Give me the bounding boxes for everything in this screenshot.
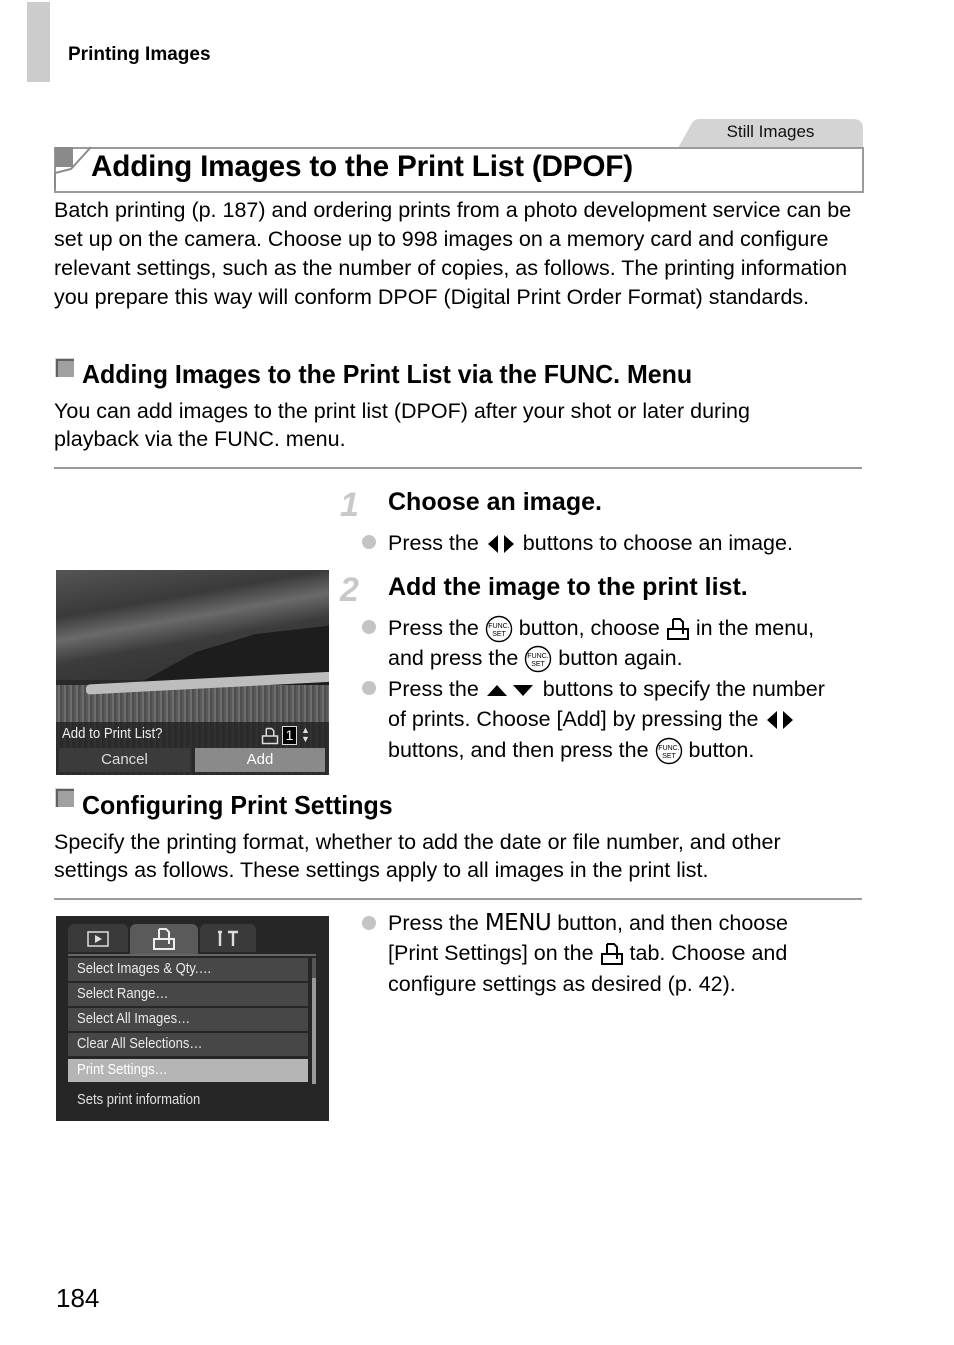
bullet-text: button, and then choose [557,911,788,935]
left-right-arrows-icon [485,534,517,554]
bullet-dot [362,916,376,930]
func-set-button-icon [485,615,513,643]
menu-item[interactable] [68,1008,308,1031]
section-marker-icon [55,788,74,807]
page-number: 184 [56,1283,100,1313]
print-icon [600,942,624,966]
func-section-heading: Adding Images to the Print List via the FUNC. Menu [82,359,693,389]
playback-icon [87,931,109,947]
bullet-text: buttons to specify the number [542,677,825,701]
menu-item[interactable] [68,958,308,981]
menu-item-label: Clear All Selections… [77,1036,203,1052]
intro-paragraph: Batch printing (p. 187) and ordering prints from a photo development service can be set up on the camera. Choose up to 998 images on a memory card and configure relevant settings, such as the number of copies, as follows. The printing information you prepare this way will conform DPOF (Digital Print Order Format) standards. [54,198,852,309]
bullet-text: button. [688,738,755,762]
print-icon [261,727,279,745]
bullet-text: buttons to choose an image. [522,531,793,555]
func-section-body-1: You can add images to the print list (DPOF) after your shot or later during [54,399,750,423]
bullet-text: button again. [558,646,683,670]
menu-hint: Sets print information [77,1092,201,1108]
settings-section-heading: Configuring Print Settings [82,790,393,820]
step-2-bullet-2-line-1 [388,674,825,704]
step-title: Choose an image. [388,488,602,516]
step-1-bullet [388,528,793,558]
bullet-text: [Print Settings] on the [388,941,594,965]
svg-text:SET: SET [531,661,546,669]
func-set-button-icon [655,737,683,765]
step-2-bullet-2-line-2 [388,704,796,734]
bullet-text: button, choose [518,616,660,640]
quantity-up-down-icon[interactable]: ▲ ▼ [301,725,310,744]
menu-item-label: Print Settings… [77,1062,168,1078]
menu-item-selected[interactable] [68,1059,308,1082]
step-title: Add the image to the print list. [388,573,748,601]
bullet-text: tab. Choose and [629,941,788,965]
divider [54,898,862,900]
menu-tabs [68,924,308,954]
settings-bullet-line-3: configure settings as desired (p. 42). [388,972,736,996]
add-button[interactable]: Add [195,748,325,772]
step-2-bullet-1-line-2 [388,643,683,673]
still-images-label: Still Images [726,122,815,141]
tab-playback[interactable] [68,924,128,952]
bullet-text: Press the [388,531,479,555]
tab-underline [68,954,316,956]
tab-print[interactable] [130,924,198,954]
step-2-bullet-1-line-1 [388,613,814,643]
menu-scrollbar[interactable] [312,958,316,1084]
func-section-body-2: playback via the FUNC. menu. [54,427,346,451]
divider [54,467,862,469]
camera-screen-print-menu [56,916,329,1121]
settings-bullet-line-1 [388,908,788,938]
bullet-text: Press the [388,911,479,935]
svg-text:FUNC.: FUNC. [527,653,549,661]
func-set-button-icon [524,645,552,673]
still-images-tag [678,119,863,147]
up-down-arrows-icon [485,681,537,699]
svg-text:FUNC.: FUNC. [488,623,510,631]
page-title: Adding Images to the Print List (DPOF) [91,150,633,183]
camera-screen-add-to-print-list [56,570,329,775]
print-icon [666,617,690,641]
bullet-text: of prints. Choose [Add] by pressing the [388,707,759,731]
add-to-print-list-prompt: Add to Print List? [62,725,163,742]
svg-text:FUNC.: FUNC. [657,745,680,753]
menu-button-icon: MENU [484,910,552,936]
svg-text:SET: SET [492,631,506,639]
bullet-dot [362,535,376,549]
settings-section-body-2: settings as follows. These settings apply to all images in the print list. [54,858,709,882]
bullet-text: Press the [388,677,479,701]
settings-bullet-line-2 [388,938,787,968]
menu-item-label: Select All Images… [77,1011,191,1027]
bullet-dot [362,681,376,695]
settings-section-body-1: Specify the printing format, whether to add the date or file number, and other [54,830,781,854]
bullet-text: buttons, and then press the [388,738,649,762]
menu-item[interactable] [68,1033,308,1056]
section-marker-icon [55,358,74,377]
step-2-bullet-2-line-3 [388,735,754,765]
scrollbar-thumb[interactable] [312,978,316,1084]
print-icon [152,927,176,951]
bullet-text: in the menu, [695,616,815,640]
bullet-text: and press the [388,646,519,670]
tab-setup[interactable] [200,924,256,952]
print-quantity-field[interactable]: 1 [282,726,297,745]
step-number: 2 [340,571,359,609]
menu-item-label: Select Range… [77,986,169,1002]
bullet-dot [362,620,376,634]
cancel-button[interactable]: Cancel [59,748,190,772]
step-number: 1 [340,486,359,524]
menu-item[interactable] [68,983,308,1006]
page-edge-tab [27,2,50,82]
left-right-arrows-icon [764,710,796,730]
title-marker-icon [53,145,93,191]
bullet-text: Press the [388,616,479,640]
menu-item-label: Select Images & Qty.… [77,961,212,977]
setup-wrench-icon [216,930,240,948]
running-header: Printing Images [68,44,211,65]
svg-text:SET: SET [661,753,676,761]
